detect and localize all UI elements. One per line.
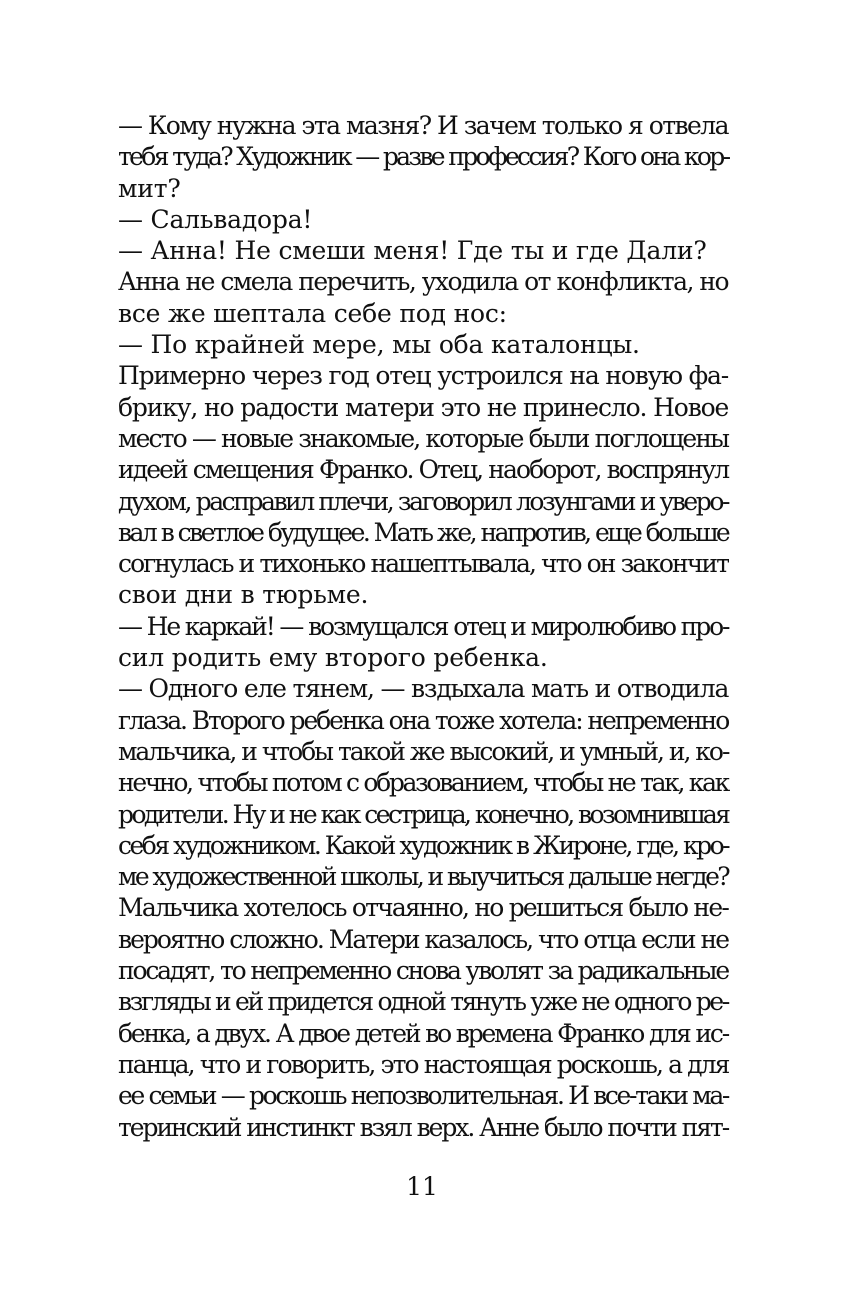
text-line: теринский инстинкт взял верх. Анне было почти пят- xyxy=(118,1112,729,1142)
text-line: Примерно через год отец устроился на новую фа- xyxy=(118,361,728,391)
text-line: взгляды и ей придется одной тянуть уже не одного ре- xyxy=(118,987,728,1017)
text-line: свои дни в тюрьме. xyxy=(118,580,369,610)
text-line: Мальчика хотелось отчаянно, но решиться было не- xyxy=(118,893,728,923)
text-line: — Не каркай! — возмущался отец и миролюбиво про- xyxy=(118,611,729,641)
text-line: идеей смещения Франко. Отец, наоборот, воспрянул xyxy=(118,455,729,485)
text-line: бенка, а двух. А двое детей во времена Франко для ис- xyxy=(118,1018,728,1048)
text-line: все же шептала себе под нос: xyxy=(118,298,507,328)
text-line: панца, что и говорить, это настоящая роскошь, а для xyxy=(118,1049,729,1079)
text-line: — Сальвадора! xyxy=(118,204,313,234)
text-line: себя художником. Какой художник в Жироне, где, кро- xyxy=(118,830,729,860)
text-line: — По крайней мере, мы оба каталонцы. xyxy=(118,330,640,360)
text-line: тебя туда? Художник — разве профессия? Кого она кор- xyxy=(118,142,729,172)
text-line: глаза. Второго ребенка она тоже хотела: непременно xyxy=(118,705,729,735)
text-line: мит? xyxy=(118,173,181,203)
text-line: мальчика, и чтобы такой же высокий, и умный, и, ко- xyxy=(118,736,729,766)
text-line: вал в светлое будущее. Мать же, напротив, еще больше xyxy=(118,517,729,547)
text-line: вероятно сложно. Матери казалось, что отца если не xyxy=(118,924,728,954)
body-text xyxy=(118,110,728,1143)
text-line: — Кому нужна эта мазня? И зачем только я отвела xyxy=(118,111,728,140)
text-line: место — новые знакомые, которые были поглощены xyxy=(118,423,729,453)
text-line: — Одного еле тянем, — вздыхала мать и отводила xyxy=(118,674,729,704)
text-line: Анна не смела перечить, уходила от конфликта, но xyxy=(118,267,728,297)
text-line: согнулась и тихонько нашептывала, что он закончит xyxy=(118,549,728,579)
text-line: брику, но радости матери это не принесло. Новое xyxy=(118,392,729,422)
text-line: ме художественной школы, и выучиться дальше негде? xyxy=(118,862,729,892)
text-line: ее семьи — роскошь непозволительная. И все-таки ма- xyxy=(118,1081,728,1111)
page-number: 11 xyxy=(406,1172,438,1201)
text-line: нечно, чтобы потом с образованием, чтобы не так, как xyxy=(118,768,728,798)
text-line: сил родить ему второго ребенка. xyxy=(118,643,548,673)
text-line: посадят, то непременно снова уволят за радикальные xyxy=(118,956,728,986)
text-line: духом, расправил плечи, заговорил лозунгами и уверо- xyxy=(118,486,728,516)
text-line: родители. Ну и не как сестрица, конечно, возомнившая xyxy=(118,799,729,829)
text-line: — Анна! Не смеши меня! Где ты и где Дали? xyxy=(118,236,707,266)
